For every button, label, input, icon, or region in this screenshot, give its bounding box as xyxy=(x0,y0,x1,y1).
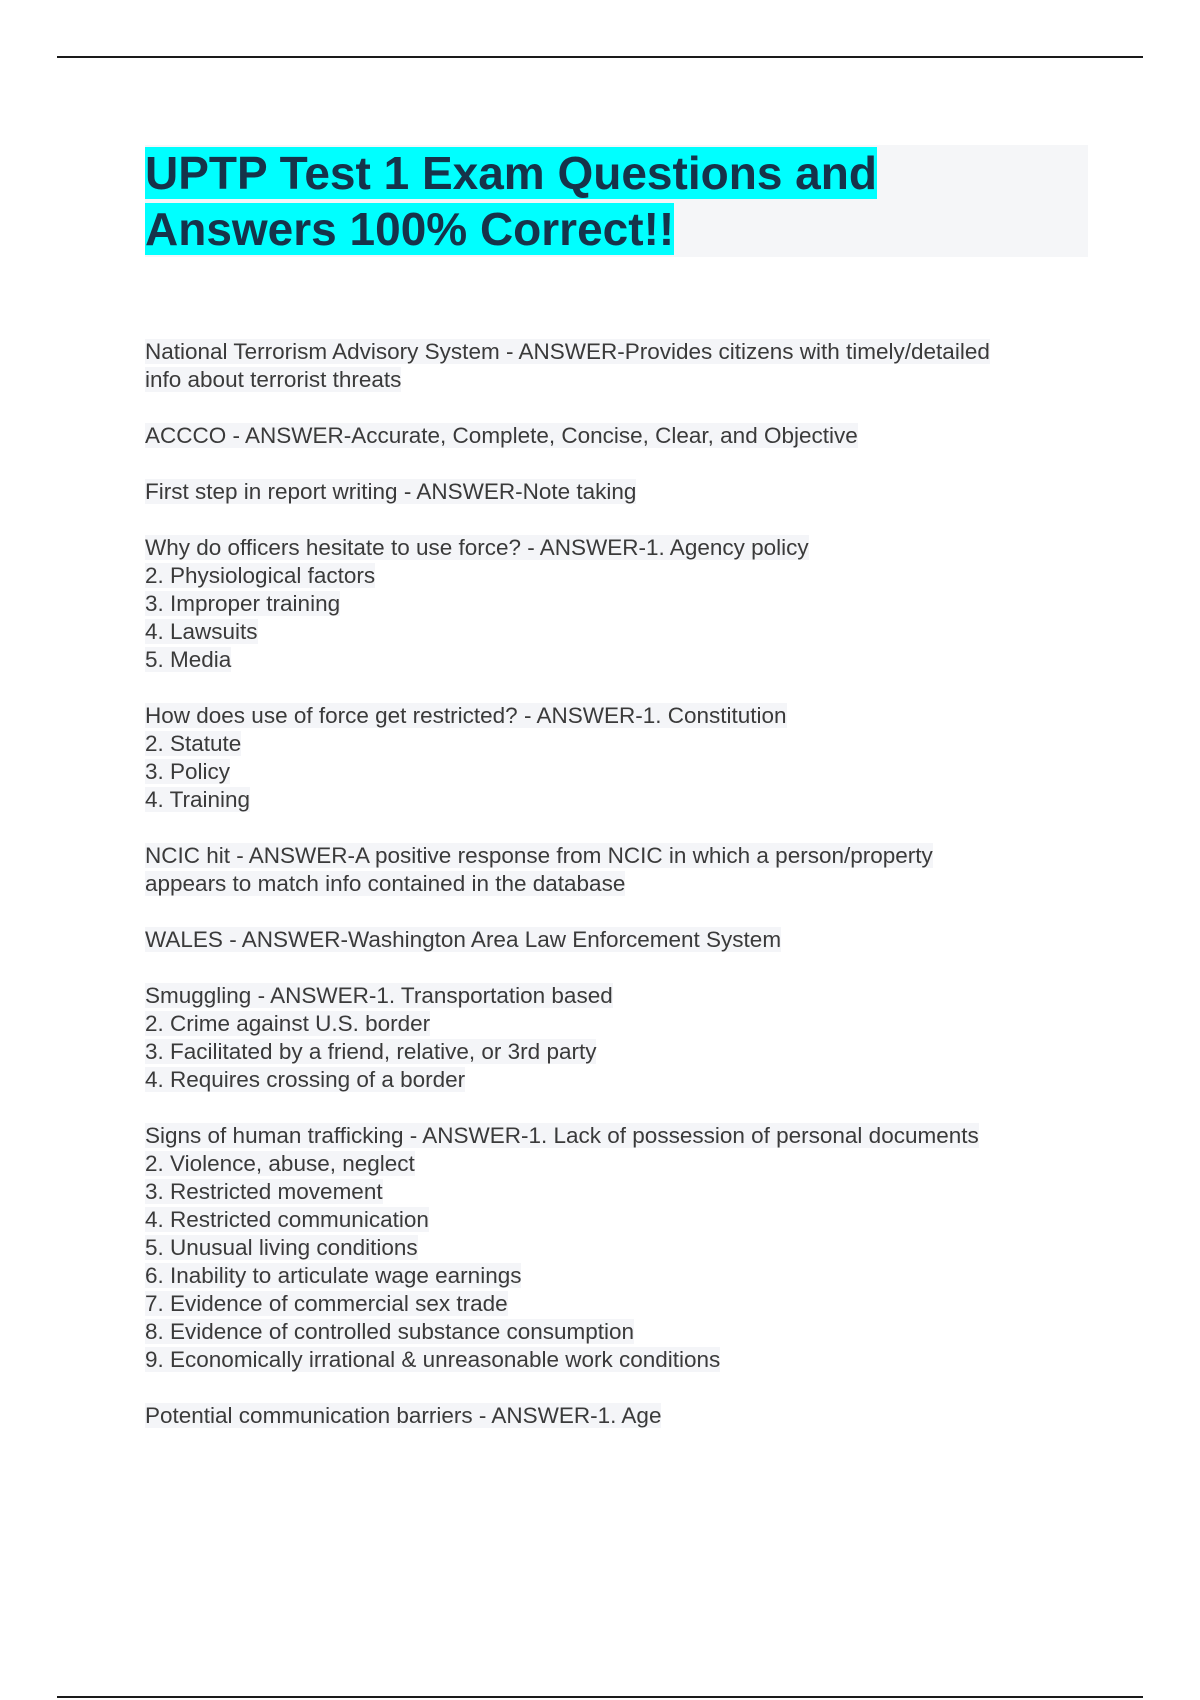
qa-question-line xyxy=(145,338,1090,366)
qa-line-text: Why do officers hesitate to use force? - ANSWER-1. Agency policy xyxy=(145,535,809,560)
qa-answer-line xyxy=(145,590,1090,618)
qa-line-text: How does use of force get restricted? - ANSWER-1. Constitution xyxy=(145,703,787,728)
qa-answer-line xyxy=(145,870,1090,898)
qa-line-text: Signs of human trafficking - ANSWER-1. Lack of possession of personal documents xyxy=(145,1123,979,1148)
qa-answer-line xyxy=(145,1010,1090,1038)
qa-line-text: 4. Restricted communication xyxy=(145,1207,429,1232)
qa-question-line xyxy=(145,702,1090,730)
qa-line-text: 2. Physiological factors xyxy=(145,563,376,588)
qa-answer-line xyxy=(145,730,1090,758)
qa-answer-line xyxy=(145,562,1090,590)
qa-line-text: 2. Violence, abuse, neglect xyxy=(145,1151,415,1176)
qa-answer-line xyxy=(145,1290,1090,1318)
qa-question-line xyxy=(145,478,1090,506)
qa-question-line xyxy=(145,1402,1090,1430)
document-title-text: UPTP Test 1 Exam Questions and Answers 100% Correct!! xyxy=(145,147,877,255)
qa-line-text: 8. Evidence of controlled substance consumption xyxy=(145,1319,635,1344)
qa-line-text: 4. Training xyxy=(145,787,251,812)
qa-line-text: 3. Facilitated by a friend, relative, or 3rd party xyxy=(145,1039,597,1064)
qa-answer-line xyxy=(145,1066,1090,1094)
qa-answer-line xyxy=(145,1038,1090,1066)
qa-line-text: 4. Requires crossing of a border xyxy=(145,1067,466,1092)
qa-line-text: First step in report writing - ANSWER-Note taking xyxy=(145,479,637,504)
top-divider xyxy=(57,56,1143,58)
qa-item xyxy=(145,338,1090,394)
qa-answer-line xyxy=(145,1262,1090,1290)
qa-line-text: 2. Crime against U.S. border xyxy=(145,1011,431,1036)
qa-question-line xyxy=(145,842,1090,870)
qa-line-text: info about terrorist threats xyxy=(145,367,402,392)
qa-question-line xyxy=(145,982,1090,1010)
qa-answer-line xyxy=(145,1150,1090,1178)
document-title xyxy=(145,145,945,257)
qa-answer-line xyxy=(145,366,1090,394)
qa-line-text: 3. Policy xyxy=(145,759,231,784)
qa-question-line xyxy=(145,926,1090,954)
qa-item xyxy=(145,982,1090,1094)
qa-line-text: 6. Inability to articulate wage earnings xyxy=(145,1263,522,1288)
qa-line-text: 4. Lawsuits xyxy=(145,619,258,644)
qa-answer-line xyxy=(145,646,1090,674)
qa-list xyxy=(145,338,1090,1458)
qa-line-text: 3. Improper training xyxy=(145,591,341,616)
bottom-divider xyxy=(57,1696,1143,1698)
qa-line-text: 2. Statute xyxy=(145,731,242,756)
qa-answer-line xyxy=(145,758,1090,786)
qa-line-text: 3. Restricted movement xyxy=(145,1179,383,1204)
qa-answer-line xyxy=(145,1346,1090,1374)
qa-line-text: Potential communication barriers - ANSWER-1. Age xyxy=(145,1403,662,1428)
qa-item xyxy=(145,1402,1090,1430)
qa-answer-line xyxy=(145,1178,1090,1206)
qa-line-text: WALES - ANSWER-Washington Area Law Enforcement System xyxy=(145,927,782,952)
qa-answer-line xyxy=(145,618,1090,646)
qa-item xyxy=(145,926,1090,954)
qa-question-line xyxy=(145,1122,1090,1150)
qa-item xyxy=(145,1122,1090,1374)
qa-line-text: 5. Unusual living conditions xyxy=(145,1235,418,1260)
qa-item xyxy=(145,842,1090,898)
qa-line-text: Smuggling - ANSWER-1. Transportation based xyxy=(145,983,613,1008)
qa-line-text: 7. Evidence of commercial sex trade xyxy=(145,1291,508,1316)
qa-line-text: NCIC hit - ANSWER-A positive response from NCIC in which a person/property xyxy=(145,843,933,868)
qa-line-text: 9. Economically irrational & unreasonable work conditions xyxy=(145,1347,721,1372)
qa-question-line xyxy=(145,534,1090,562)
qa-item xyxy=(145,534,1090,674)
qa-answer-line xyxy=(145,786,1090,814)
qa-item xyxy=(145,422,1090,450)
qa-item xyxy=(145,478,1090,506)
qa-item xyxy=(145,702,1090,814)
title-block xyxy=(145,145,1088,257)
qa-line-text: ACCCO - ANSWER-Accurate, Complete, Concise, Clear, and Objective xyxy=(145,423,858,448)
qa-line-text: appears to match info contained in the database xyxy=(145,871,626,896)
qa-question-line xyxy=(145,422,1090,450)
qa-line-text: 5. Media xyxy=(145,647,232,672)
qa-line-text: National Terrorism Advisory System - ANSWER-Provides citizens with timely/detailed xyxy=(145,339,990,364)
qa-answer-line xyxy=(145,1318,1090,1346)
qa-answer-line xyxy=(145,1206,1090,1234)
qa-answer-line xyxy=(145,1234,1090,1262)
